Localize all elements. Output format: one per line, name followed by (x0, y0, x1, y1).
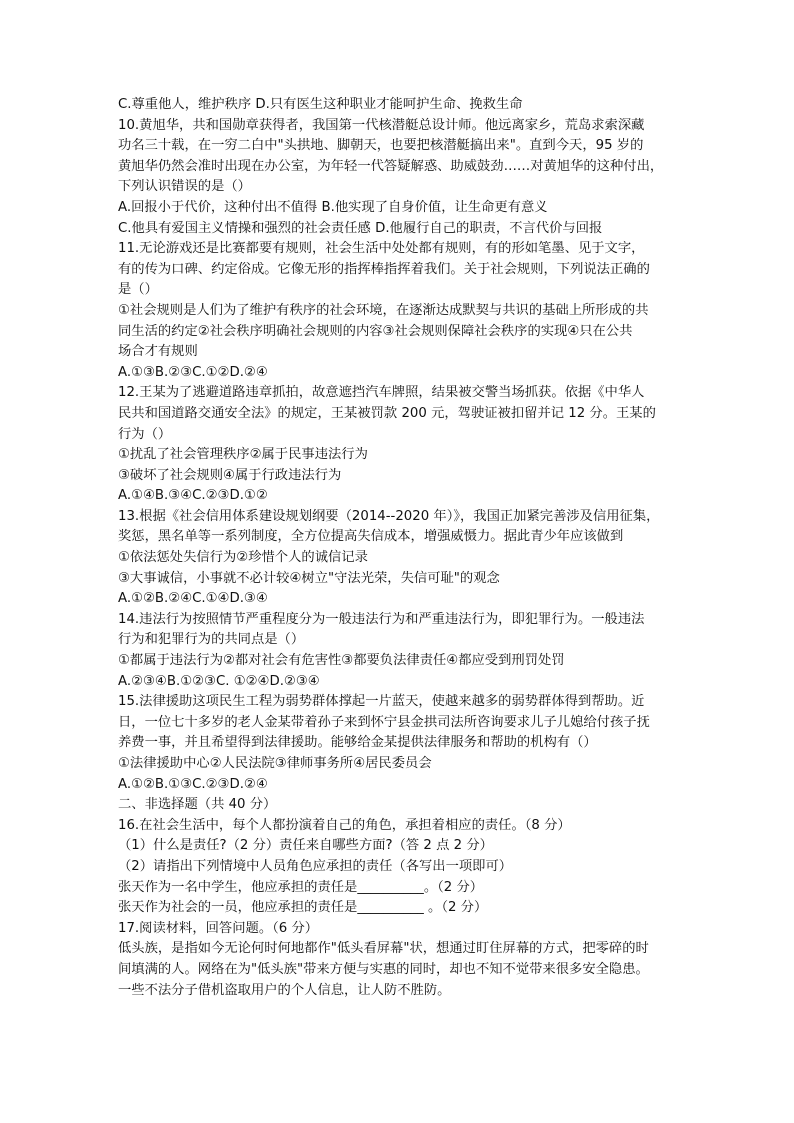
line-q14-options: A.②③④B.①②③C. ①②④D.②③④ (118, 673, 320, 689)
line-q9-option-cd: C.尊重他人，维护秩序 D.只有医生这种职业才能呵护生命、挽救生命 (118, 97, 523, 112)
line-q16-stem: 16.在社会生活中，每个人都扮演着自己的角色，承担着相应的责任。（8 分） (118, 817, 571, 833)
line-q11-stem: 11.无论游戏还是比赛都要有规则，社会生活中处处都有规则，有的形如笔墨、见于文字， (118, 241, 645, 257)
section-heading: 二、非选择题（共 40 分） (118, 797, 277, 813)
line-q16-blank1: 张天作为一名中学生，他应承担的责任是__________。（2 分） (118, 879, 484, 895)
line-q14-stem: 行为和犯罪行为的共同点是（） (118, 632, 305, 648)
line-q17-material: 一些不法分子借机盗取用户的个人信息，让人防不胜防。 (118, 982, 451, 998)
line-q12-statements: ①扰乱了社会管理秩序②属于民事违法行为 (118, 447, 368, 463)
line-q13-stem: 奖惩，黑名单等一系列制度，全方位提高失信成本，增强威慑力。据此青少年应该做到 (118, 529, 624, 545)
line-q16-part1: （1）什么是责任?（2 分）责任来自哪些方面?（答 2 点 2 分） (118, 838, 493, 854)
line-q15-options: A.①②B.①③C.②③D.②④ (118, 776, 268, 792)
document-page (118, 95, 688, 1001)
line-q13-options: A.①②B.②④C.①④D.③④ (118, 591, 268, 607)
line-q14-statements: ①都属于违法行为②都对社会有危害性③都要负法律责任④都应受到刑罚处罚 (118, 653, 565, 669)
line-q11-stem: 有的传为口碑、约定俗成。它像无形的指挥棒指挥着我们。关于社会规则，下列说法正确的 (118, 261, 650, 277)
line-q11-statements: ①社会规则是人们为了维护有秩序的社会环境，在逐渐达成默契与共识的基础上所形成的共 (118, 302, 649, 318)
line-q15-stem: 日，一位七十多岁的老人金某带着孙子来到怀宁县金拱司法所咨询要求儿子儿媳给付孩子抚 (118, 714, 650, 730)
line-q12-stem: 12.王某为了逃避道路违章抓拍，故意遮挡汽车牌照，结果被交警当场抓获。依据《中华人 (118, 385, 645, 401)
line-q10-options-ab: A.回报小于代价，这种付出不值得 B.他实现了自身价值，让生命更有意义 (118, 199, 548, 215)
line-q16-part2: （2）请指出下列情境中人员角色应承担的责任（各写出一项即可） (118, 858, 513, 874)
line-q16-blank2: 张天作为社会的一员，他应承担的责任是__________ 。（2 分） (118, 900, 488, 916)
line-q12-stem: 民共和国道路交通安全法》的规定，王某被罚款 200 元，驾驶证被扣留并记 12 分。王某的 (118, 405, 656, 421)
line-q15-statements: ①法律援助中心②人民法院③律师事务所④居民委员会 (118, 756, 432, 771)
line-q15-stem: 15.法律援助这项民生工程为弱势群体撑起一片蓝天，使越来越多的弱势群体得到帮助。近 (118, 694, 645, 710)
line-q12-stem: 行为（） (118, 426, 172, 442)
line-q11-statements: 同生活的约定②社会秩序明确社会规则的内容③社会规则保障社会秩序的实现④只在公共 (118, 323, 633, 339)
line-q12-options: A.①④B.③④C.②③D.①② (118, 488, 268, 504)
line-q12-statements: ③破坏了社会规则④属于行政违法行为 (118, 467, 342, 483)
line-q15-stem: 养费一事，并且希望得到法律援助。能够给金某提供法律服务和帮助的机构有（） (118, 735, 597, 751)
line-q17-material: 间填满的人。网络在为"低头族"带来方便与实惠的同时，却也不知不觉带来很多安全隐患。 (118, 961, 649, 977)
line-q10-stem: 功名三十载，在一穷二白中"头拱地、脚朝天，也要把核潜艇搞出来"。直到今天，95 岁的 (118, 138, 644, 154)
line-q10-stem: 黄旭华仍然会准时出现在办公室，为年轻一代答疑解惑、助威鼓劲……对黄旭华的这种付出， (118, 158, 664, 174)
line-q14-stem: 14.违法行为按照情节严重程度分为一般违法行为和严重违法行为，即犯罪行为。一般违法 (118, 611, 645, 627)
line-q13-statements: ①依法惩处失信行为②珍惜个人的诚信记录 (118, 550, 368, 566)
line-q10-options-cd: C.他具有爱国主义情操和强烈的社会责任感 D.他履行自己的职责，不言代价与回报 (118, 220, 603, 236)
line-q10-prompt: 下列认识错误的是（） (118, 179, 251, 195)
line-q13-statements: ③大事诚信，小事就不必计较④树立"守法光荣，失信可耻"的观念 (118, 570, 500, 586)
line-q11-options: A.①③B.②③C.①②D.②④ (118, 364, 268, 380)
line-q11-statements: 场合才有规则 (118, 344, 198, 360)
line-q17-stem: 17.阅读材料，回答问题。（6 分） (118, 920, 319, 936)
line-q13-stem: 13.根据《社会信用体系建设规划纲要（2014--2020 年）》，我国正加紧完善涉及信用征集， (118, 508, 660, 524)
line-q17-material: 低头族，是指如今无论何时何地都作"低头看屏幕"状，想通过盯住屏幕的方式，把零碎的时 (118, 941, 649, 957)
line-q11-stem: 是（） (118, 282, 158, 298)
line-q10-stem: 10.黄旭华，共和国勋章获得者，我国第一代核潜艇总设计师。他远离家乡，荒岛求索深藏 (118, 117, 645, 133)
